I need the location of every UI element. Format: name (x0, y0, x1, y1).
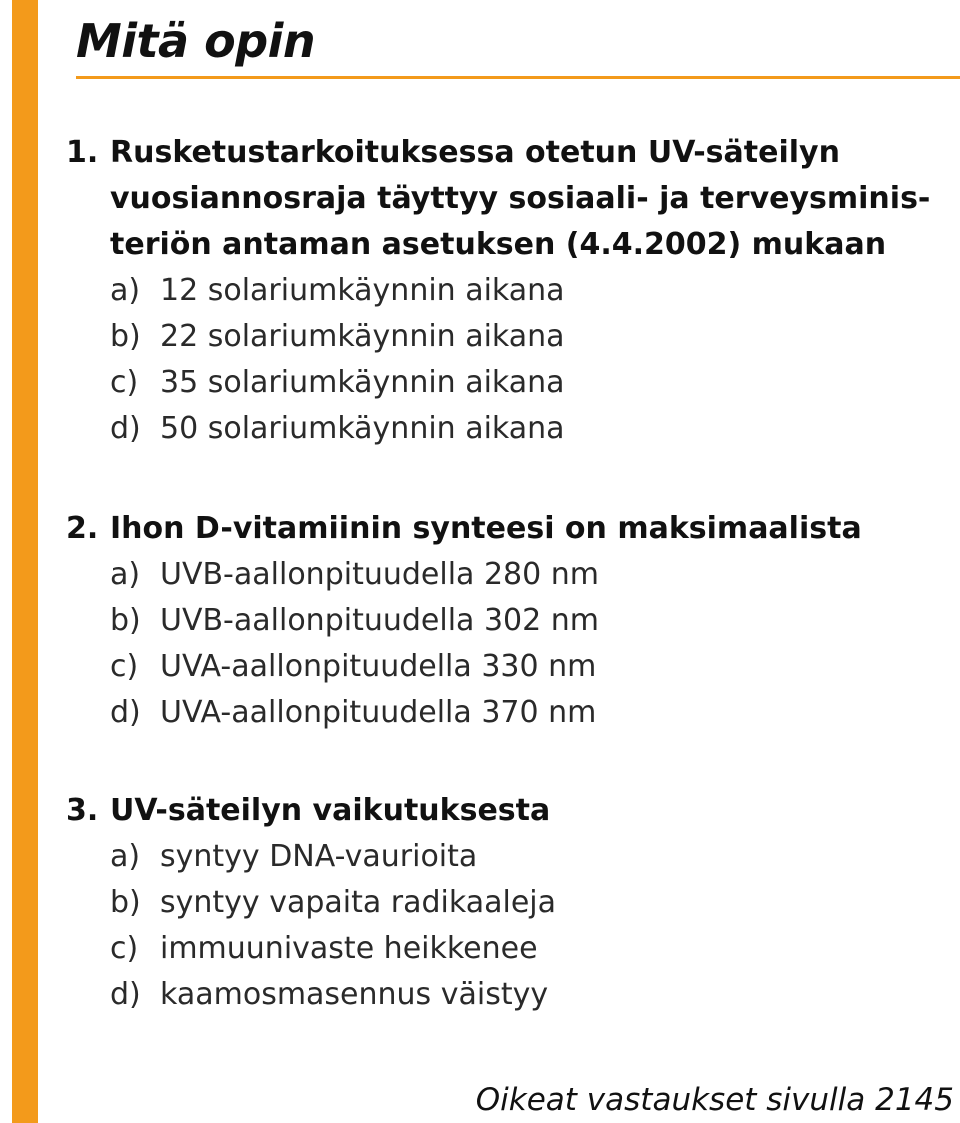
option-text: 12 solariumkäynnin aikana (160, 273, 565, 308)
question-stem-line: Rusketustarkoituksessa otetun UV-säteilyn (110, 135, 840, 170)
answer-option[interactable] (110, 552, 956, 598)
question-stem-text: Ihon D-vitamiinin synteesi on maksimaalista (110, 511, 862, 546)
answer-option[interactable] (110, 972, 956, 1018)
question-number: 2. (66, 511, 99, 546)
question-stem (66, 130, 956, 268)
answer-option[interactable] (110, 644, 956, 690)
option-letter: b) (110, 885, 141, 920)
question-2 (66, 506, 956, 736)
option-letter: a) (110, 839, 141, 874)
answer-option[interactable] (110, 690, 956, 736)
option-letter: b) (110, 319, 141, 354)
option-text: UVA-aallonpituudella 330 nm (160, 649, 597, 684)
option-text: UVB-aallonpituudella 280 nm (160, 557, 599, 592)
option-text: syntyy vapaita radikaaleja (160, 885, 557, 920)
option-text: immuunivaste heikkenee (160, 931, 538, 966)
answer-option[interactable] (110, 880, 956, 926)
answer-option[interactable] (110, 406, 956, 452)
option-letter: d) (110, 411, 141, 446)
question-1 (66, 130, 956, 452)
option-text: 22 solariumkäynnin aikana (160, 319, 565, 354)
option-letter: c) (110, 931, 139, 966)
answer-options (66, 268, 956, 452)
answer-options (66, 834, 956, 1018)
option-letter: a) (110, 273, 141, 308)
question-number: 1. (66, 135, 99, 170)
option-text: UVA-aallonpituudella 370 nm (160, 695, 597, 730)
answer-options (66, 552, 956, 736)
page-title: Mitä opin (76, 14, 316, 68)
option-letter: b) (110, 603, 141, 638)
option-text: 35 solariumkäynnin aikana (160, 365, 565, 400)
option-text: 50 solariumkäynnin aikana (160, 411, 565, 446)
question-stem-line: vuosiannosraja täyttyy sosiaali- ja terveysminis- (110, 181, 931, 216)
option-letter: c) (110, 365, 139, 400)
question-stem (66, 788, 956, 834)
option-letter: a) (110, 557, 141, 592)
option-text: syntyy DNA-vaurioita (160, 839, 478, 874)
accent-side-bar (12, 0, 38, 1123)
question-stem-text: UV-säteilyn vaikutuksesta (110, 793, 551, 828)
option-text: kaamosmasennus väistyy (160, 977, 549, 1012)
option-letter: d) (110, 695, 141, 730)
answer-option[interactable] (110, 314, 956, 360)
answer-option[interactable] (110, 360, 956, 406)
question-number: 3. (66, 793, 99, 828)
answer-option[interactable] (110, 926, 956, 972)
answer-option[interactable] (110, 598, 956, 644)
question-stem (66, 506, 956, 552)
option-text: UVB-aallonpituudella 302 nm (160, 603, 599, 638)
title-divider (76, 76, 960, 79)
answer-option[interactable] (110, 268, 956, 314)
answers-reference-note: Oikeat vastaukset sivulla 2145 (475, 1082, 954, 1118)
option-letter: d) (110, 977, 141, 1012)
question-stem-line: teriön antaman asetuksen (4.4.2002) mukaan (110, 227, 887, 262)
question-3 (66, 788, 956, 1018)
answer-option[interactable] (110, 834, 956, 880)
option-letter: c) (110, 649, 139, 684)
